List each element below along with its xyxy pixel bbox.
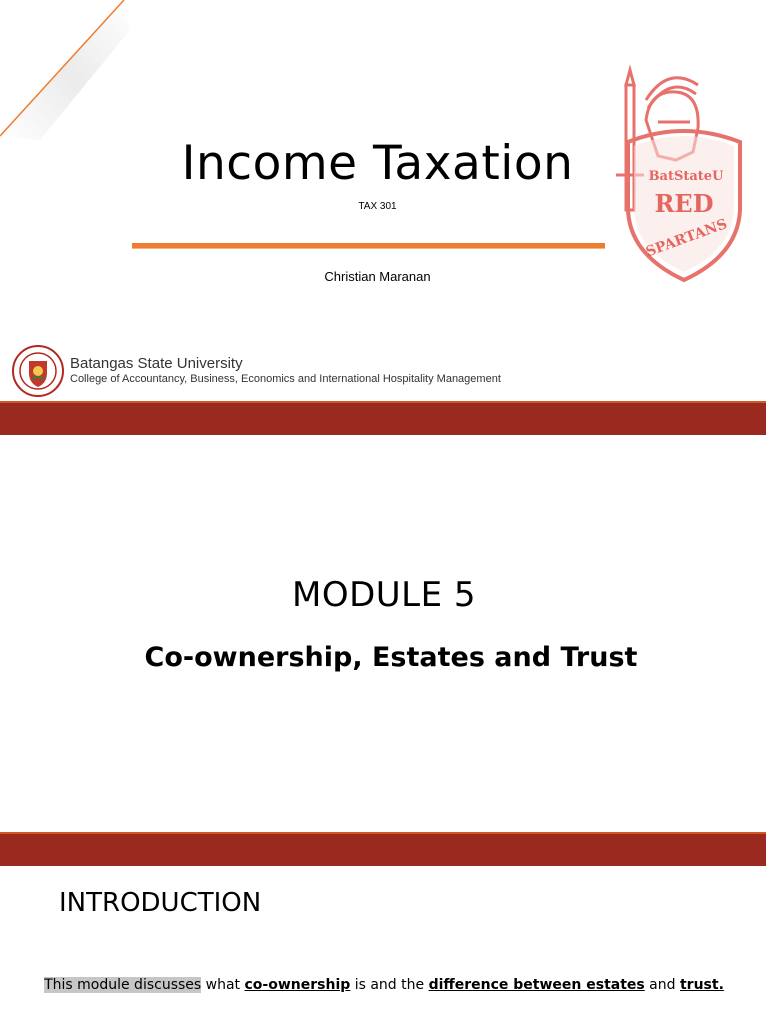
term-co-ownership: co-ownership xyxy=(244,977,351,993)
term-trust: trust. xyxy=(679,977,724,993)
intro-text-part: and xyxy=(644,977,680,993)
intro-text-part: is and the xyxy=(350,977,429,993)
introduction-heading: INTRODUCTION xyxy=(59,888,262,918)
logo-top-text: BatStateU xyxy=(648,169,724,184)
module-subtitle: Co-ownership, Estates and Trust xyxy=(144,642,638,673)
course-code: TAX 301 xyxy=(358,201,397,212)
university-name: Batangas State University xyxy=(70,355,243,372)
logo-bottom-text: SPARTANS xyxy=(643,216,730,261)
corner-fold-decoration xyxy=(0,0,130,140)
university-seal-icon xyxy=(12,345,64,397)
module-title: MODULE 5 xyxy=(291,575,477,615)
introduction-text xyxy=(0,977,768,993)
college-name: College of Accountancy, Business, Economics and International Hospitality Management xyxy=(70,373,501,385)
red-spartans-logo xyxy=(598,60,768,295)
highlighted-text: This module discusses xyxy=(44,977,202,993)
slide-title: Income Taxation xyxy=(181,136,574,191)
term-difference-between-estates: difference between estates xyxy=(428,977,645,993)
logo-middle-text: RED xyxy=(654,189,714,218)
section-band xyxy=(0,832,766,866)
header-band xyxy=(0,401,766,435)
author-name: Christian Maranan xyxy=(324,269,431,284)
intro-text-part: what xyxy=(201,977,245,993)
title-divider xyxy=(132,243,605,249)
